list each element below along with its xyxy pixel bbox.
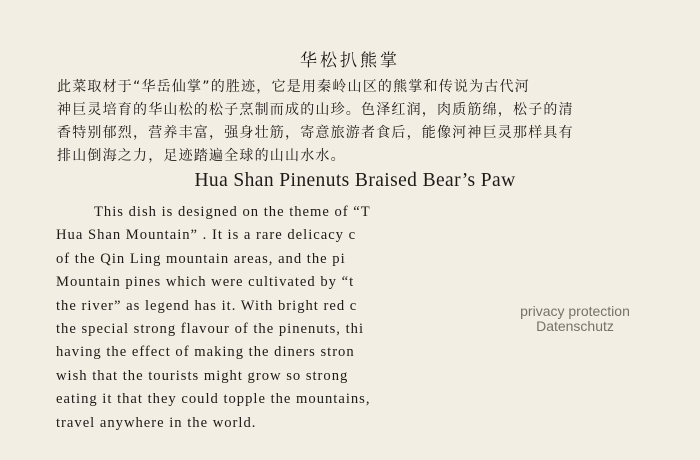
english-line: the river” as legend has it. With bright red c (56, 297, 358, 314)
english-paragraph (56, 201, 452, 433)
english-line: of the Qin Ling mountain areas, and the pi (56, 250, 346, 267)
chinese-line: 排山倒海之力，足迹踏遍全球的山山水水。 (57, 148, 346, 164)
chinese-title: 华松扒熊掌 (300, 51, 400, 71)
english-line: travel anywhere in the world. (56, 414, 257, 431)
chinese-line: 香特别郁烈，营养丰富，强身壮筋，寄意旅游者食后，能像河神巨灵那样具有 (57, 125, 574, 141)
privacy-watermark (480, 304, 670, 334)
english-line: Mountain pines which were cultivated by “t (56, 274, 355, 291)
chinese-line: 此菜取材于“华岳仙掌”的胜迹，它是用秦岭山区的熊掌和传说为古代河 (57, 79, 530, 95)
english-line: Hua Shan Mountain” . It is a rare delicacy c (56, 227, 357, 244)
chinese-paragraph (57, 76, 657, 168)
english-line: having the effect of making the diners stron (56, 344, 355, 361)
watermark-line: privacy protection (520, 303, 630, 319)
english-line: eating it that they could topple the mountains, (56, 391, 371, 408)
watermark-line: Datenschutz (536, 318, 614, 334)
english-line: This dish is designed on the theme of “T (94, 204, 371, 220)
english-title: Hua Shan Pinenuts Braised Bear’s Paw (194, 170, 516, 191)
english-line: wish that the tourists might grow so strong (56, 367, 349, 384)
chinese-line: 神巨灵培育的华山松的松子烹制而成的山珍。色泽红润，肉质筋绵，松子的清 (57, 102, 574, 118)
english-line: the special strong flavour of the pinenuts, thi (56, 321, 365, 338)
